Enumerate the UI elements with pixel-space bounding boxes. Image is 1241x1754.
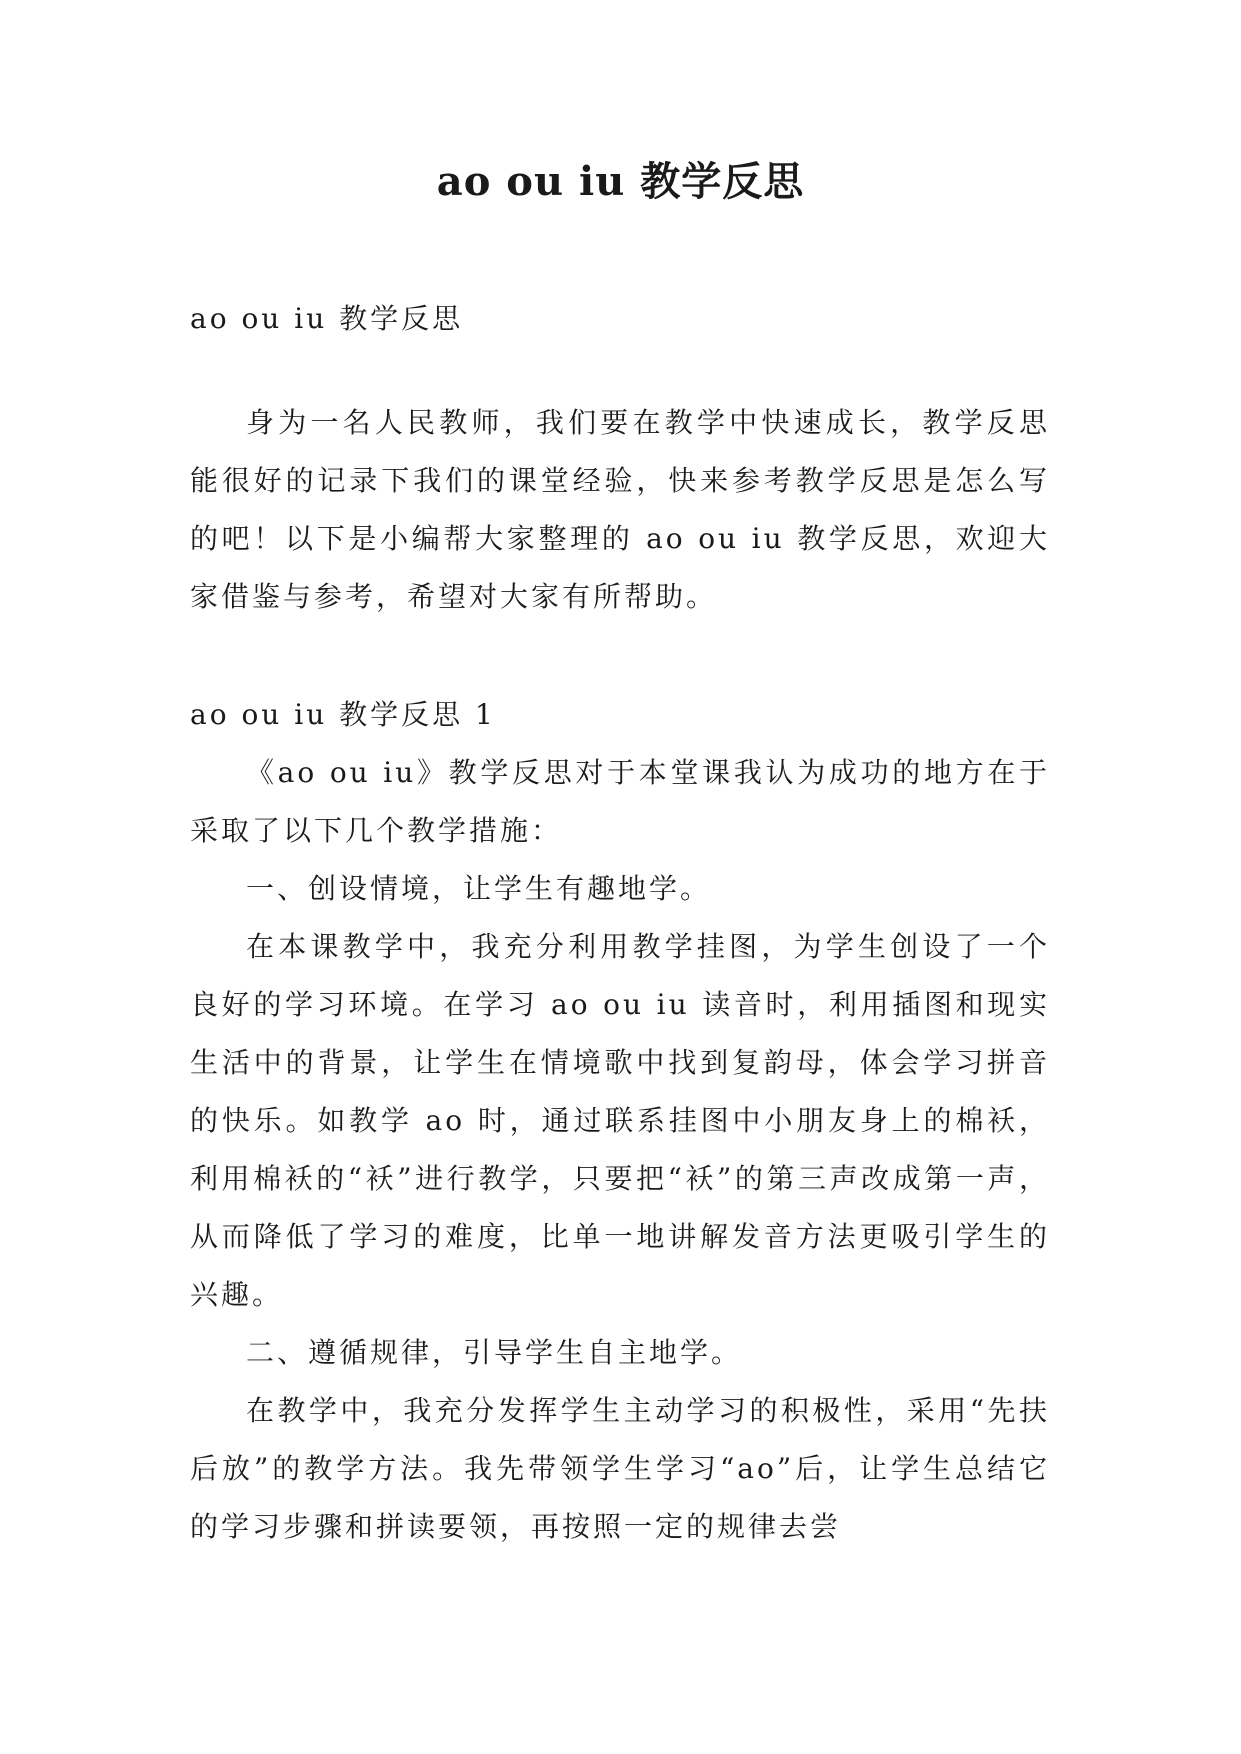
- document-subtitle: ao ou iu 教学反思: [190, 302, 464, 335]
- body-paragraph: 《ao ou iu》教学反思对于本堂课我认为成功的地方在于采取了以下几个教学措施：: [190, 756, 1050, 847]
- body-paragraph: 在本课教学中，我充分利用教学挂图，为学生创设了一个良好的学习环境。在学习 ao ou iu 读音时，利用插图和现实生活中的背景，让学生在情境歌中找到复韵母，体会学习拼音的快乐。如教学 ao 时，通过联系挂图中小朋友身上的棉袄，利用棉袄的“袄”进行教学，只要把“袄”的第三声改成第一声，从而降低了学习的难度，比单一地讲解发音方法更吸引学生的兴趣。: [190, 930, 1050, 1311]
- intro-paragraph: 身为一名人民教师，我们要在教学中快速成长，教学反思能很好的记录下我们的课堂经验，快来参考教学反思是怎么写的吧！以下是小编帮大家整理的 ao ou iu 教学反思，欢迎大家借鉴与参考，希望对大家有所帮助。: [190, 406, 1050, 613]
- body-paragraph: 一、创设情境，让学生有趣地学。: [246, 872, 712, 905]
- body-paragraph: 在教学中，我充分发挥学生主动学习的积极性，采用“先扶后放”的教学方法。我先带领学生学习“ao”后，让学生总结它的学习步骤和拼读要领，再按照一定的规律去尝: [190, 1394, 1050, 1543]
- document-body: [190, 290, 1050, 1556]
- body-paragraph: 二、遵循规律，引导学生自主地学。: [246, 1336, 743, 1369]
- section-heading: ao ou iu 教学反思 1: [190, 698, 496, 731]
- document-title: ao ou iu 教学反思: [436, 158, 805, 205]
